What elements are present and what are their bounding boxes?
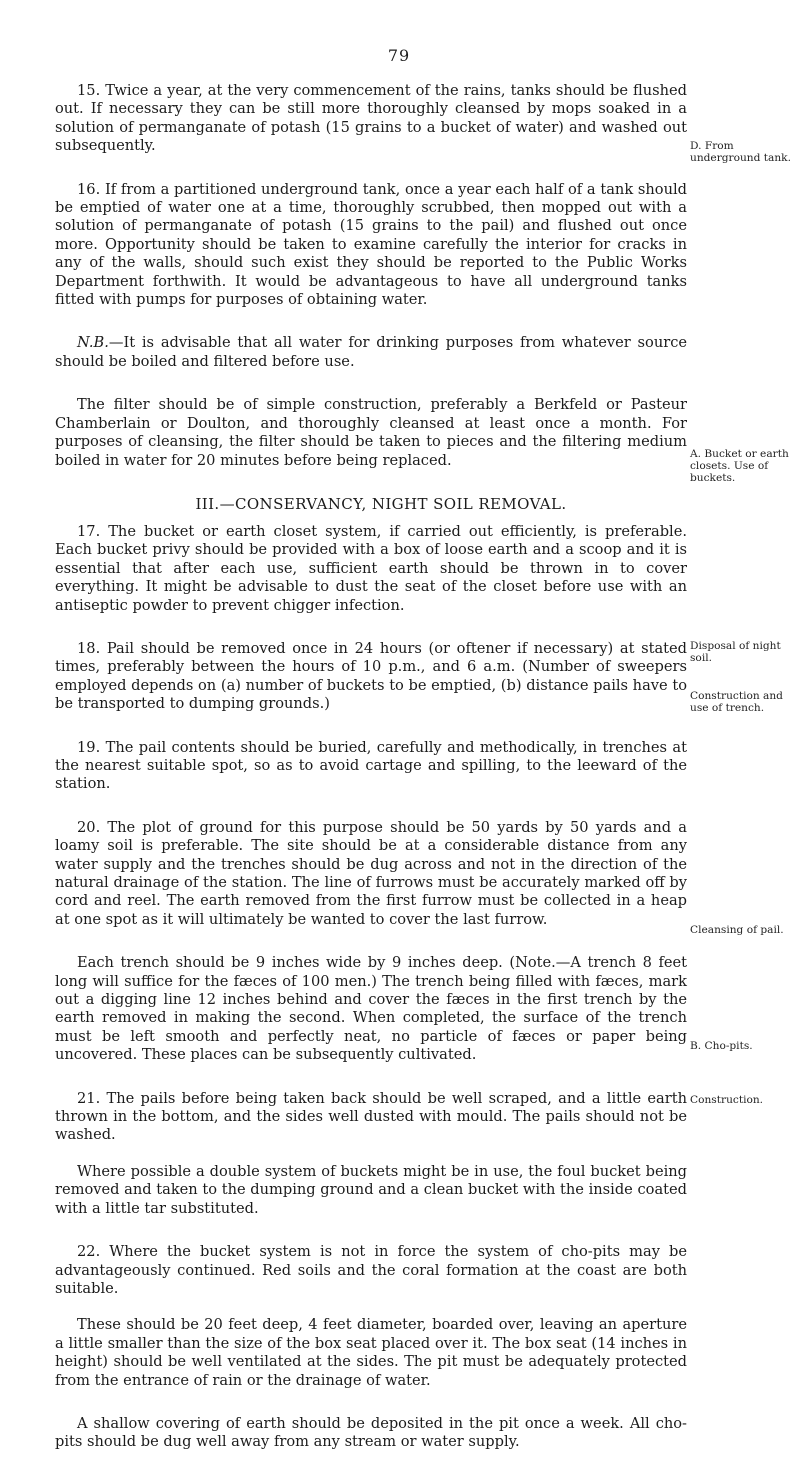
paragraph-21: 21. The pails before being taken back should be well scraped, and a little earth thrown in the bottom, and the sides well dusted with mould. The pails should not be washed. <box>55 1089 687 1144</box>
margin-note-underground-tank: D. From underground tank. <box>690 140 791 164</box>
paragraph-filter: The filter should be of simple construction, preferably a Berkfeld or Pasteur Chamberlain or Doulton, and thoroughly cleansed at least once a month. For purposes of cleansing, the filter should be taken to pieces and the filtering medium boiled in water for 20 minutes before being replaced. <box>55 396 687 469</box>
paragraph-19: 19. The pail contents should be buried, carefully and methodically, in trenches at the nearest suitable spot, so as to avoid cartage and spilling, to the leeward of the station. <box>55 738 687 793</box>
margin-note-bucket-closets: A. Bucket or earth closets. Use of buckets. <box>690 448 789 484</box>
margin-note-cleansing-pail: Cleansing of pail. <box>690 924 784 936</box>
paragraph-16: 16. If from a partitioned underground tank, once a year each half of a tank should be emptied of water one at a time, thoroughly scrubbed, then mopped out with a solution of permanganate of potash (15 grains to the pail) and flushed out once more. Opportunity should be taken to examine carefully the interior for cracks in any of the walls, should such exist they should be reported to the Public Works Department forthwith. It would be advantageous to have all underground tanks fitted with pumps for purposes of obtaining water. <box>55 180 687 309</box>
paragraph-covering: A shallow covering of earth should be deposited in the pit once a week. All cho-pits should be dug well away from any stream or water supply. <box>55 1414 687 1451</box>
section-heading: III.—CONSERVANCY, NIGHT SOIL REMOVAL. <box>195 494 567 513</box>
margin-note-disposal: Disposal of night soil. <box>690 640 781 664</box>
margin-note-construction-trench: Construction and use of trench. <box>690 690 783 714</box>
paragraph-15: 15. Twice a year, at the very commencement of the rains, tanks should be flushed out. If necessary they can be still more thoroughly cleansed by mops soaked in a solution of permanganate of potash (15 grains to a bucket of water) and washed out subsequently. <box>55 82 687 155</box>
page-number: 79 <box>387 46 411 65</box>
margin-note-cho-pits: B. Cho-pits. <box>690 1040 753 1052</box>
paragraph-trench: Each trench should be 9 inches wide by 9 inches deep. (Note.—A trench 8 feet long will suffice for the fæces of 100 men.) The trench being filled with fæces, mark out a digging line 12 inches behind and cover the fæces in the first trench by the earth removed in making the second. When completed, the surface of the trench must be left smooth and perfectly neat, no particle of fæces or paper being uncovered. These places can be subsequently cultivated. <box>55 954 687 1064</box>
nb-paragraph <box>55 334 687 371</box>
nb-label: N.B. <box>77 334 109 352</box>
page-body <box>55 82 687 1477</box>
paragraph-double-system: Where possible a double system of buckets might be in use, the foul bucket being removed and taken to the dumping ground and a clean bucket with the inside coated with a little tar substituted. <box>55 1162 687 1217</box>
paragraph-18: 18. Pail should be removed once in 24 hours (or oftener if necessary) at stated times, preferably between the hours of 10 p.m., and 6 a.m. (Number of sweepers employed depends on (a) number of buckets to be emptied, (b) distance pails have to be transported to dumping grounds.) <box>55 639 687 713</box>
paragraph-22: 22. Where the bucket system is not in force the system of cho-pits may be advantageously continued. Red soils and the coral formation at the coast are both suitable. <box>55 1243 687 1297</box>
paragraph-cho-pit-construction: These should be 20 feet deep, 4 feet diameter, boarded over, leaving an aperture a little smaller than the size of the box seat placed over it. The box seat (14 inches in height) should be well ventilated at the sides. The pit must be adequately protected from the entrance of rain or the drainage of water. <box>55 1316 687 1389</box>
nb-text: —It is advisable that all water for drinking purposes from whatever source should be boiled and filtered before use. <box>55 334 687 370</box>
paragraph-17: 17. The bucket or earth closet system, if carried out efficiently, is preferable. Each bucket privy should be provided with a box of loose earth and a scoop and it is essential that after each use, sufficient earth should be thrown in to cover everything. It might be advisable to dust the seat of the closet before use with an antiseptic powder to prevent chigger infection. <box>55 522 687 614</box>
margin-note-construction: Construction. <box>690 1094 764 1106</box>
paragraph-20: 20. The plot of ground for this purpose should be 50 yards by 50 yards and a loamy soil is preferable. The site should be at a considerable distance from any water supply and the trenches should be dug across and not in the direction of the natural drainage of the station. The line of furrows must be accurately marked off by cord and reel. The earth removed from the first furrow must be collected in a heap at one spot as it will ultimately be wanted to cover the last furrow. <box>55 818 687 928</box>
